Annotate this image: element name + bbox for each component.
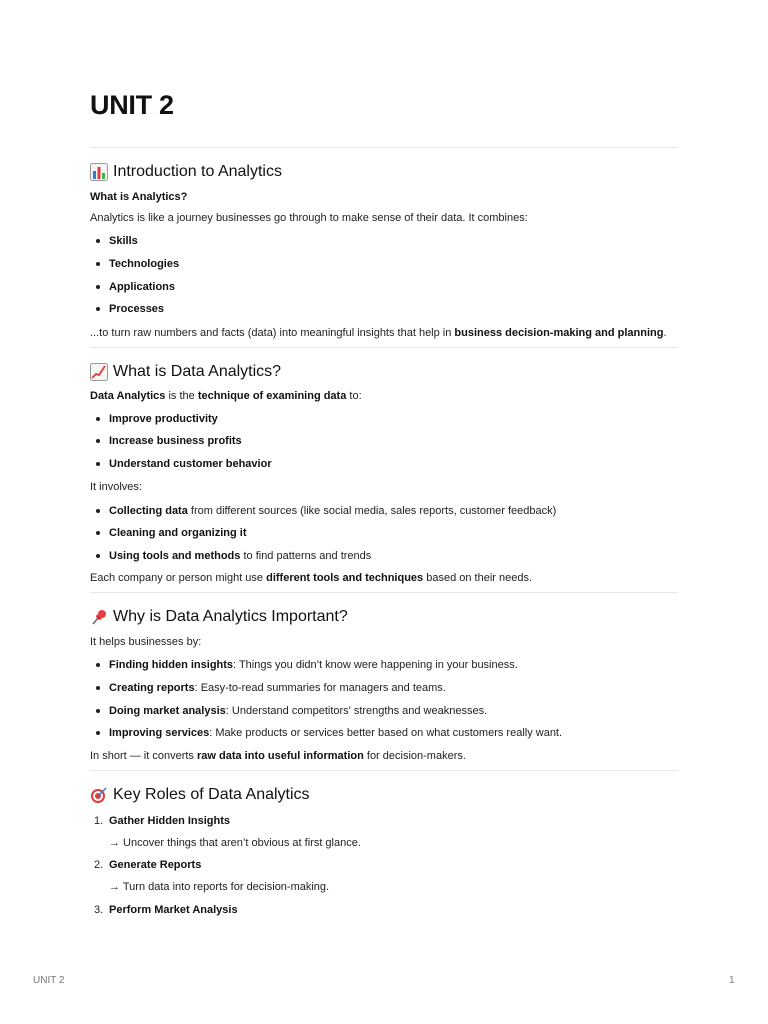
divider	[90, 592, 678, 593]
paragraph: It involves:	[90, 481, 142, 493]
target-icon	[90, 786, 108, 804]
paragraph: ...to turn raw numbers and facts (data) into meaningful insights that help in business decision-making and planning.	[90, 327, 667, 339]
section-heading-intro	[90, 163, 282, 181]
chart-increasing-icon	[90, 363, 108, 381]
divider	[90, 147, 678, 148]
page-title: UNIT 2	[90, 90, 174, 120]
paragraph: Each company or person might use different tools and techniques based on their needs.	[90, 572, 533, 584]
section-heading-text: What is Data Analytics?	[113, 363, 282, 380]
paragraph: In short — it converts raw data into useful information for decision-makers.	[90, 750, 466, 762]
divider	[90, 347, 678, 348]
section-heading-text: Key Roles of Data Analytics	[113, 786, 310, 803]
paragraph: It helps businesses by:	[90, 636, 202, 648]
divider	[90, 770, 678, 771]
footer-title: UNIT 2	[33, 975, 65, 986]
section-heading-key-roles	[90, 786, 310, 804]
pushpin-icon	[90, 608, 108, 626]
subheading: What is Analytics?	[90, 191, 188, 203]
numbered-item-detail: → Uncover things that aren’t obvious at first glance.	[109, 837, 361, 849]
paragraph: Data Analytics is the technique of examining data to:	[90, 390, 362, 402]
section-heading-importance	[90, 608, 348, 626]
section-heading-text: Why is Data Analytics Important?	[113, 608, 348, 625]
bar-chart-icon	[90, 163, 108, 181]
section-heading-text: Introduction to Analytics	[113, 163, 282, 180]
paragraph: Analytics is like a journey businesses go through to make sense of their data. It combines:	[90, 212, 528, 224]
numbered-item-detail: → Turn data into reports for decision-making.	[109, 881, 330, 893]
section-heading-data-analytics	[90, 363, 281, 381]
page-number: 1	[729, 975, 735, 986]
